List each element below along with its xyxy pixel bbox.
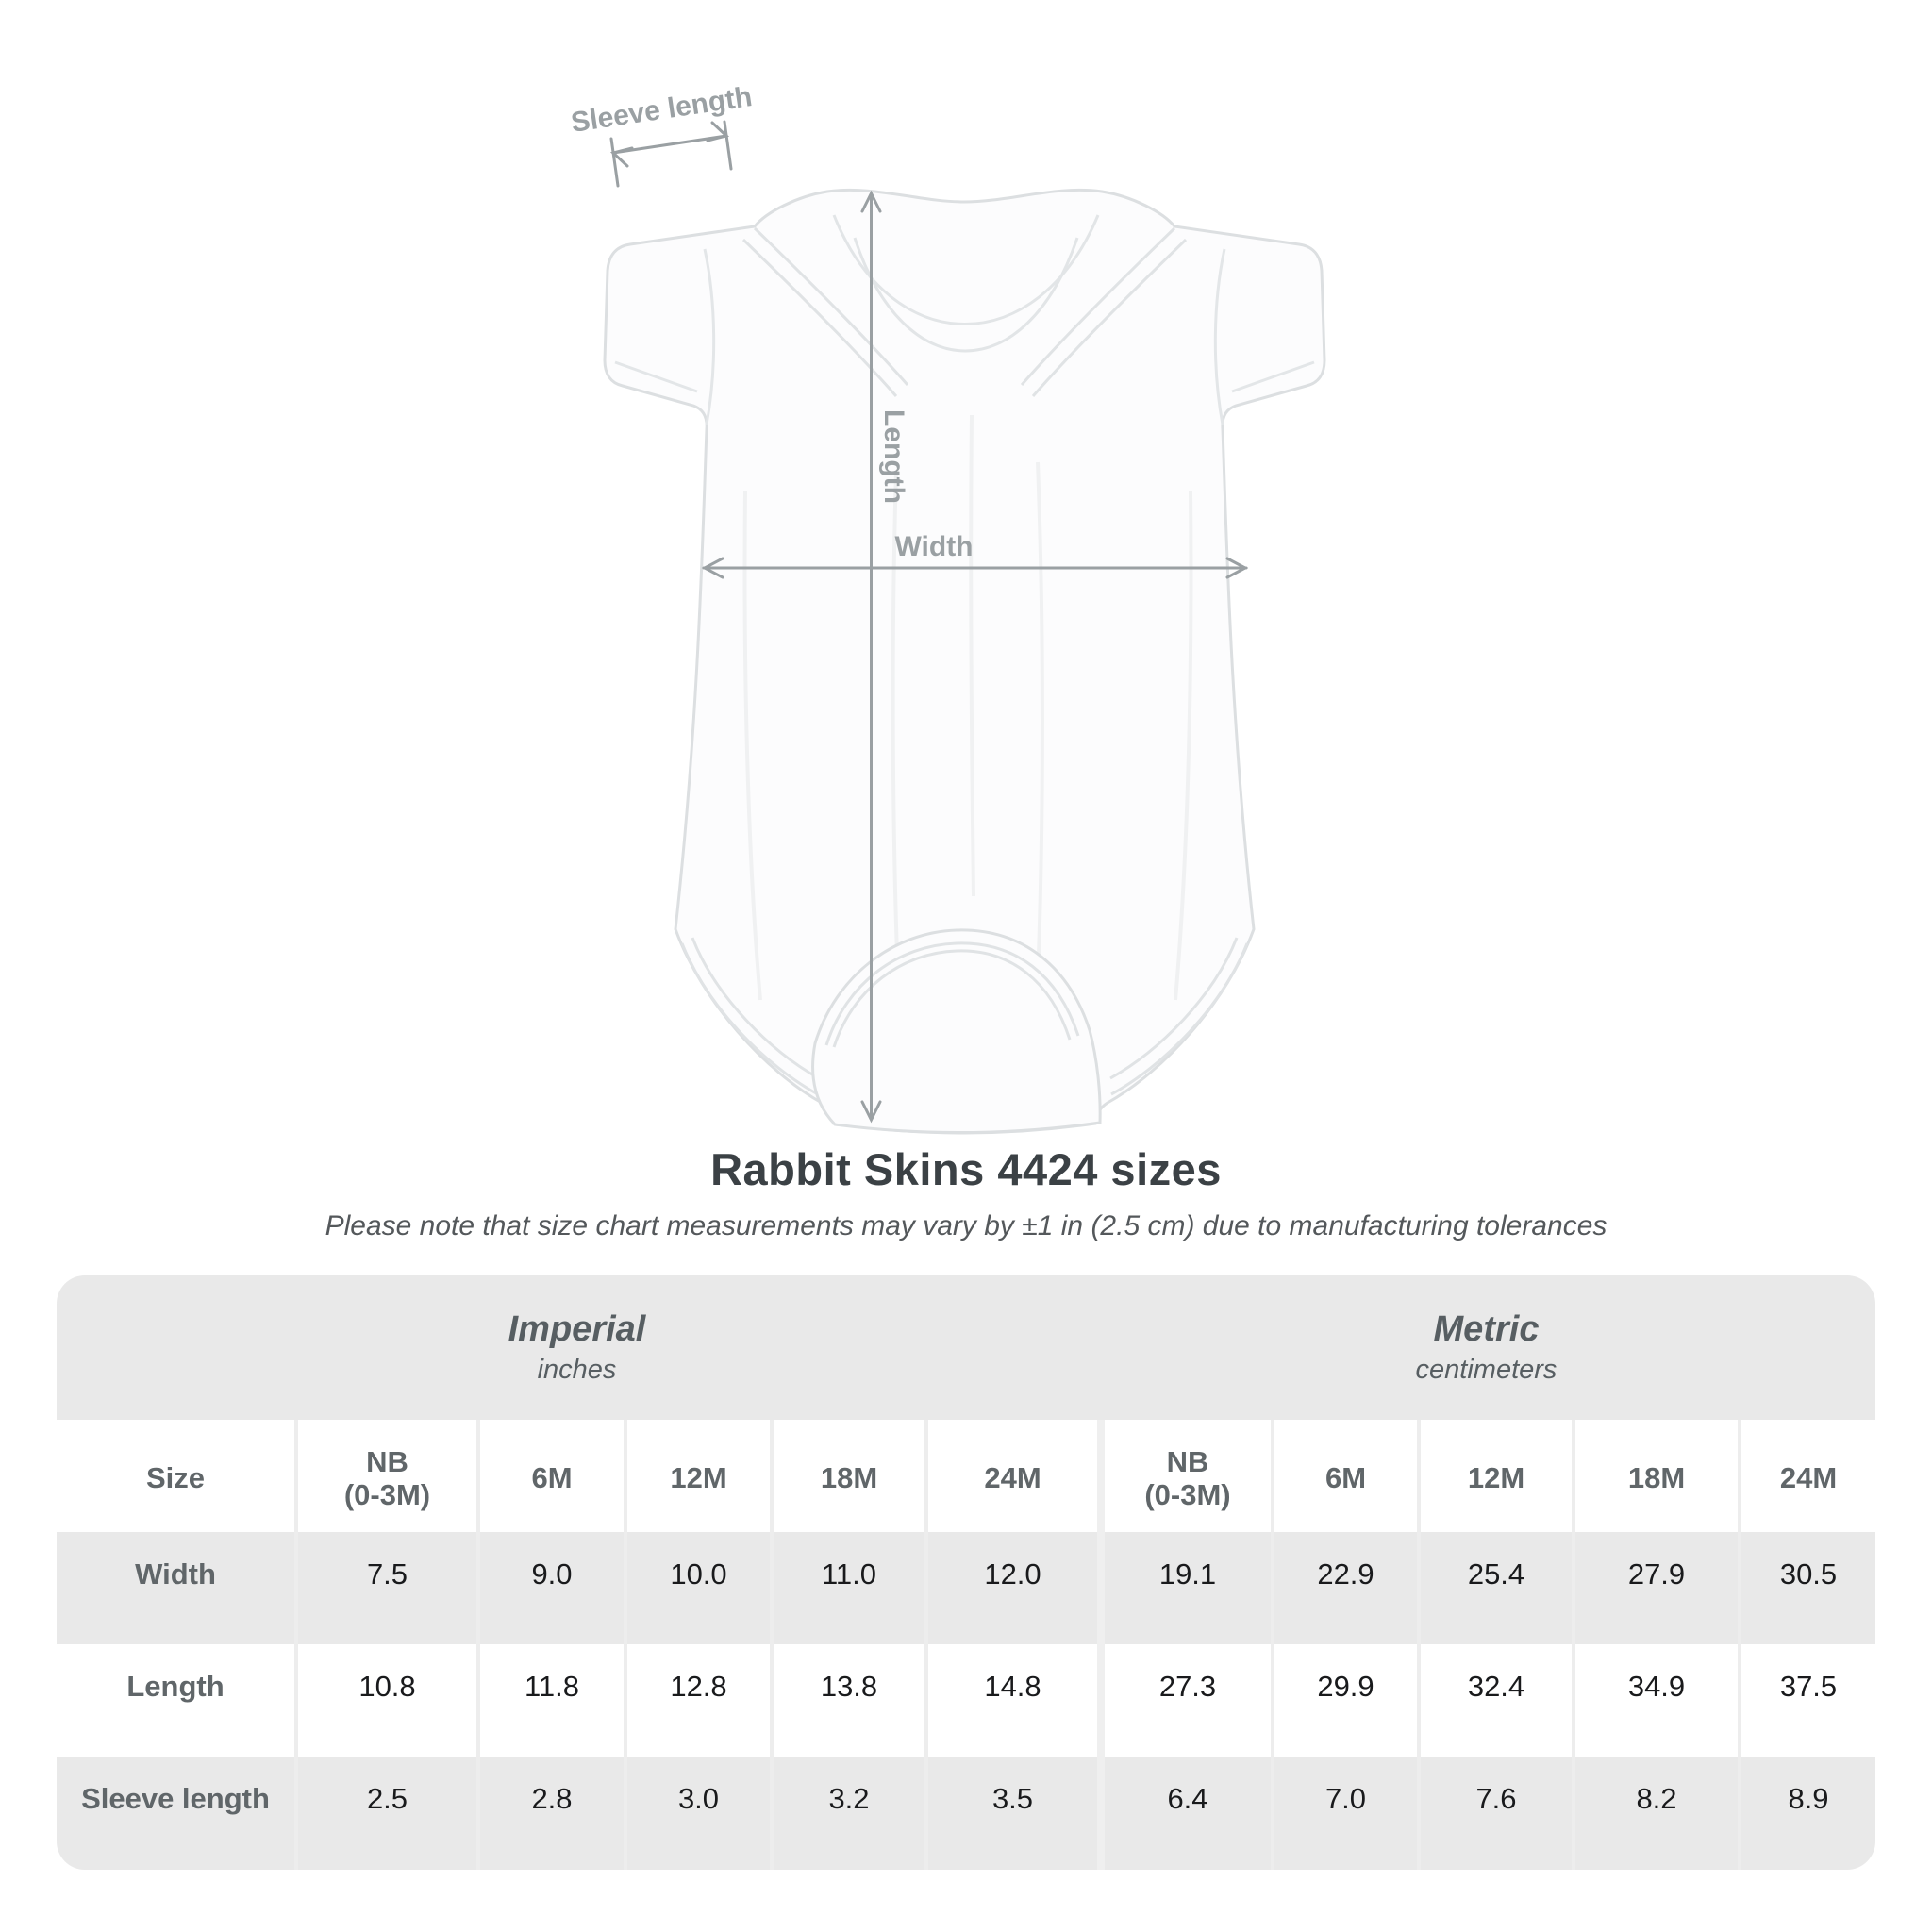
size-value: 2.8 bbox=[476, 1757, 624, 1870]
col-header-metric-6m: 6M bbox=[1271, 1420, 1417, 1532]
length-label: Length bbox=[878, 409, 909, 504]
size-value: 37.5 bbox=[1738, 1644, 1875, 1757]
sleeve-length-label: Sleeve length bbox=[569, 81, 755, 139]
row-label-sleeve-length: Sleeve length bbox=[57, 1757, 294, 1870]
size-value: 22.9 bbox=[1271, 1532, 1417, 1644]
size-value: 11.8 bbox=[476, 1644, 624, 1757]
size-value: 7.5 bbox=[294, 1532, 476, 1644]
size-value: 8.9 bbox=[1738, 1757, 1875, 1870]
size-value: 14.8 bbox=[924, 1644, 1097, 1757]
size-value: 7.0 bbox=[1271, 1757, 1417, 1870]
col-header-metric-12m: 12M bbox=[1417, 1420, 1572, 1532]
size-value: 2.5 bbox=[294, 1757, 476, 1870]
col-header-imperial-24m: 24M bbox=[924, 1420, 1097, 1532]
page-title: Rabbit Skins 4424 sizes bbox=[710, 1144, 1222, 1194]
size-value: 30.5 bbox=[1738, 1532, 1875, 1644]
col-header-metric-nb03m: NB (0-3M) bbox=[1097, 1420, 1271, 1532]
size-value: 7.6 bbox=[1417, 1757, 1572, 1870]
col-header-imperial-6m: 6M bbox=[476, 1420, 624, 1532]
imperial-unit-label: inches bbox=[537, 1354, 617, 1385]
metric-group bbox=[1097, 1275, 1875, 1420]
size-value: 32.4 bbox=[1417, 1644, 1572, 1757]
col-header-imperial-nb03m: NB (0-3M) bbox=[294, 1420, 476, 1532]
size-value: 3.5 bbox=[924, 1757, 1097, 1870]
size-corner-header: Size bbox=[57, 1420, 294, 1532]
row-label-width: Width bbox=[57, 1532, 294, 1644]
size-value: 29.9 bbox=[1271, 1644, 1417, 1757]
size-value: 3.2 bbox=[770, 1757, 924, 1870]
size-value: 6.4 bbox=[1097, 1757, 1271, 1870]
size-value: 11.0 bbox=[770, 1532, 924, 1644]
size-value: 34.9 bbox=[1572, 1644, 1738, 1757]
col-header-imperial-12m: 12M bbox=[624, 1420, 770, 1532]
size-value: 3.0 bbox=[624, 1757, 770, 1870]
imperial-label: Imperial bbox=[508, 1308, 646, 1349]
size-value: 12.0 bbox=[924, 1532, 1097, 1644]
sleeve-length-arrow bbox=[611, 122, 731, 186]
size-value: 27.9 bbox=[1572, 1532, 1738, 1644]
size-value: 9.0 bbox=[476, 1532, 624, 1644]
bodysuit-garment bbox=[605, 190, 1324, 1133]
size-value: 10.8 bbox=[294, 1644, 476, 1757]
size-value: 27.3 bbox=[1097, 1644, 1271, 1757]
row-label-length: Length bbox=[57, 1644, 294, 1757]
tolerance-note: Please note that size chart measurements may vary by ±1 in (2.5 cm) due to manufacturing tolerances bbox=[325, 1210, 1607, 1241]
size-value: 8.2 bbox=[1572, 1757, 1738, 1870]
size-value: 25.4 bbox=[1417, 1532, 1572, 1644]
col-header-metric-18m: 18M bbox=[1572, 1420, 1738, 1532]
metric-label: Metric bbox=[1433, 1308, 1540, 1349]
col-header-metric-24m: 24M bbox=[1738, 1420, 1875, 1532]
imperial-group bbox=[57, 1275, 1097, 1420]
width-label: Width bbox=[894, 531, 974, 562]
size-value: 10.0 bbox=[624, 1532, 770, 1644]
unit-group-header bbox=[57, 1275, 1875, 1420]
size-value: 13.8 bbox=[770, 1644, 924, 1757]
size-value: 12.8 bbox=[624, 1644, 770, 1757]
size-value: 19.1 bbox=[1097, 1532, 1271, 1644]
size-table bbox=[57, 1275, 1875, 1870]
col-header-imperial-18m: 18M bbox=[770, 1420, 924, 1532]
metric-unit-label: centimeters bbox=[1415, 1354, 1557, 1385]
